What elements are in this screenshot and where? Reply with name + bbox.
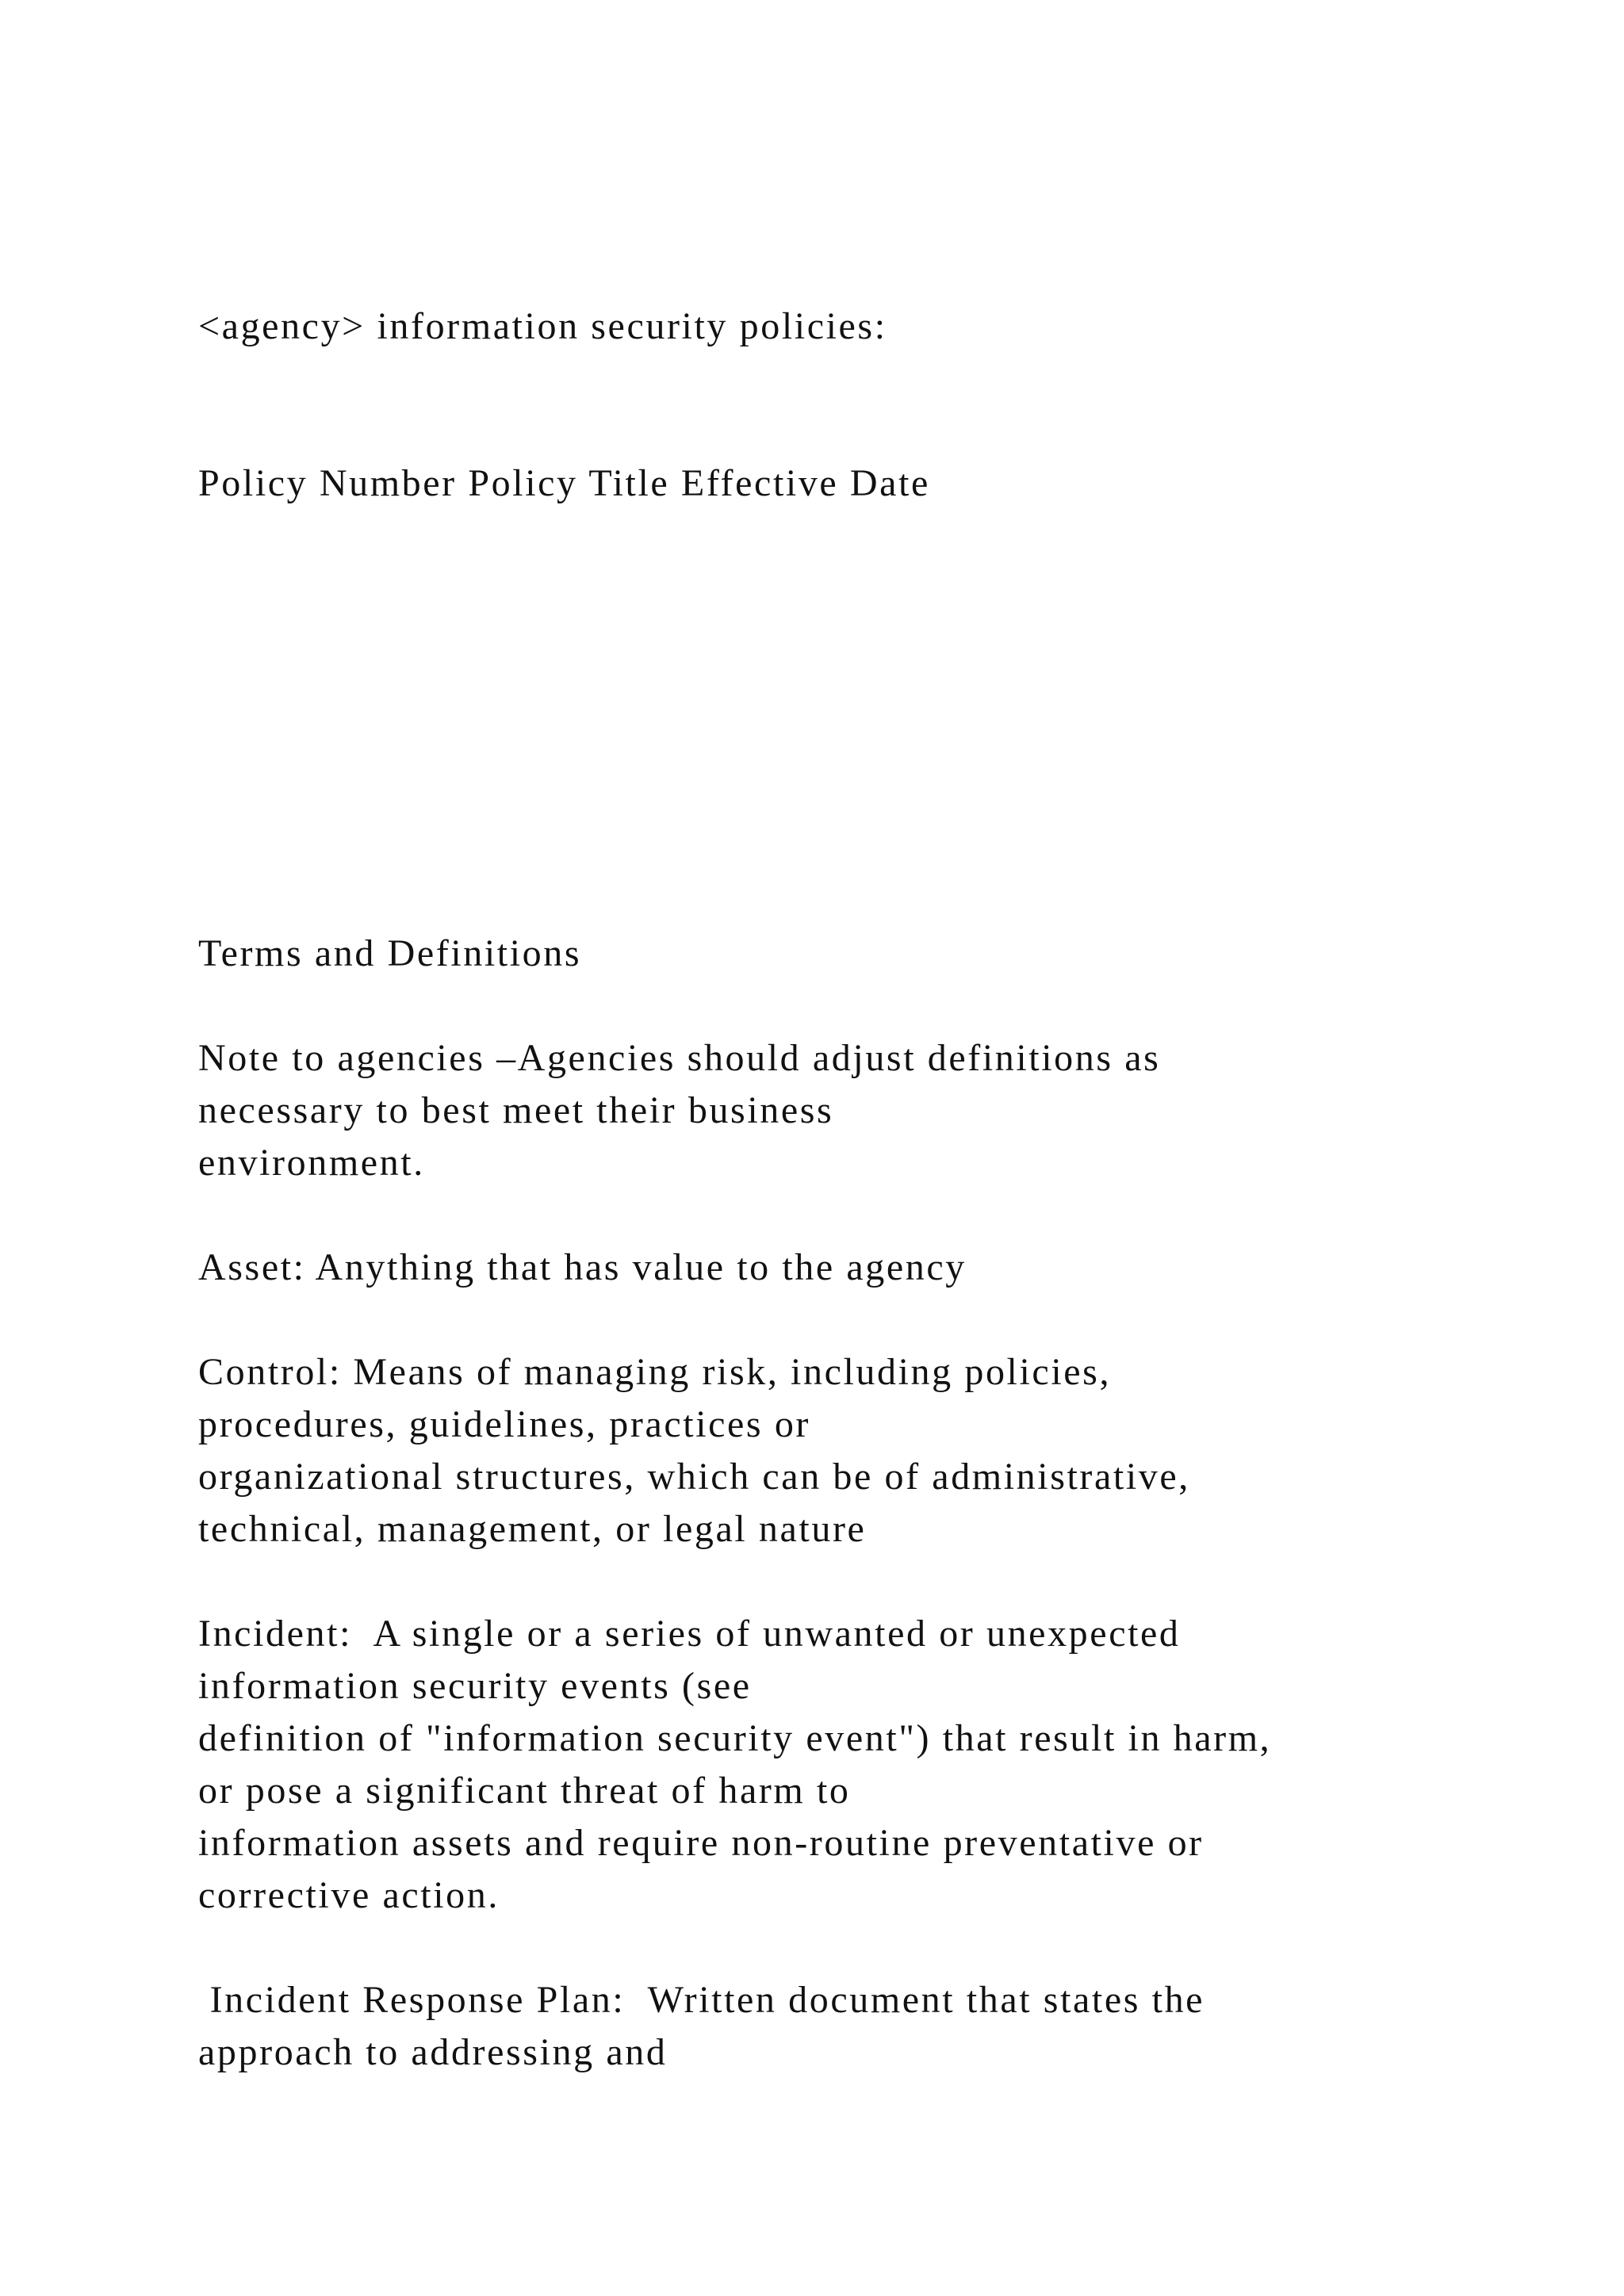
- incident-response-plan-line: approach to addressing and: [198, 2031, 668, 2073]
- policy-table-header: Policy Number Policy Title Effective Date: [198, 462, 930, 504]
- incident-definition-line: definition of "information security event") that result in harm,: [198, 1717, 1272, 1759]
- control-definition-line: Control: Means of managing risk, including policies,: [198, 1351, 1112, 1393]
- control-definition-line: organizational structures, which can be of administrative,: [198, 1456, 1190, 1498]
- asset-definition-line: Asset: Anything that has value to the agency: [198, 1246, 967, 1288]
- incident-definition-line: information assets and require non-routine preventative or: [198, 1822, 1204, 1864]
- incident-definition-line: or pose a significant threat of harm to: [198, 1770, 851, 1812]
- incident-response-plan-line: Incident Response Plan: Written document that states the: [198, 1979, 1205, 2021]
- control-definition-line: procedures, guidelines, practices or: [198, 1403, 810, 1445]
- note-line: Note to agencies –Agencies should adjust definitions as: [198, 1037, 1161, 1079]
- note-line: necessary to best meet their business: [198, 1089, 834, 1131]
- note-line: environment.: [198, 1142, 425, 1184]
- incident-definition-line: corrective action.: [198, 1874, 500, 1916]
- incident-definition-line: Incident: A single or a series of unwanted or unexpected: [198, 1613, 1181, 1655]
- control-definition-line: technical, management, or legal nature: [198, 1508, 867, 1550]
- section-title: Terms and Definitions: [198, 932, 582, 974]
- document-header: <agency> information security policies:: [198, 305, 887, 347]
- incident-definition-line: information security events (see: [198, 1665, 752, 1707]
